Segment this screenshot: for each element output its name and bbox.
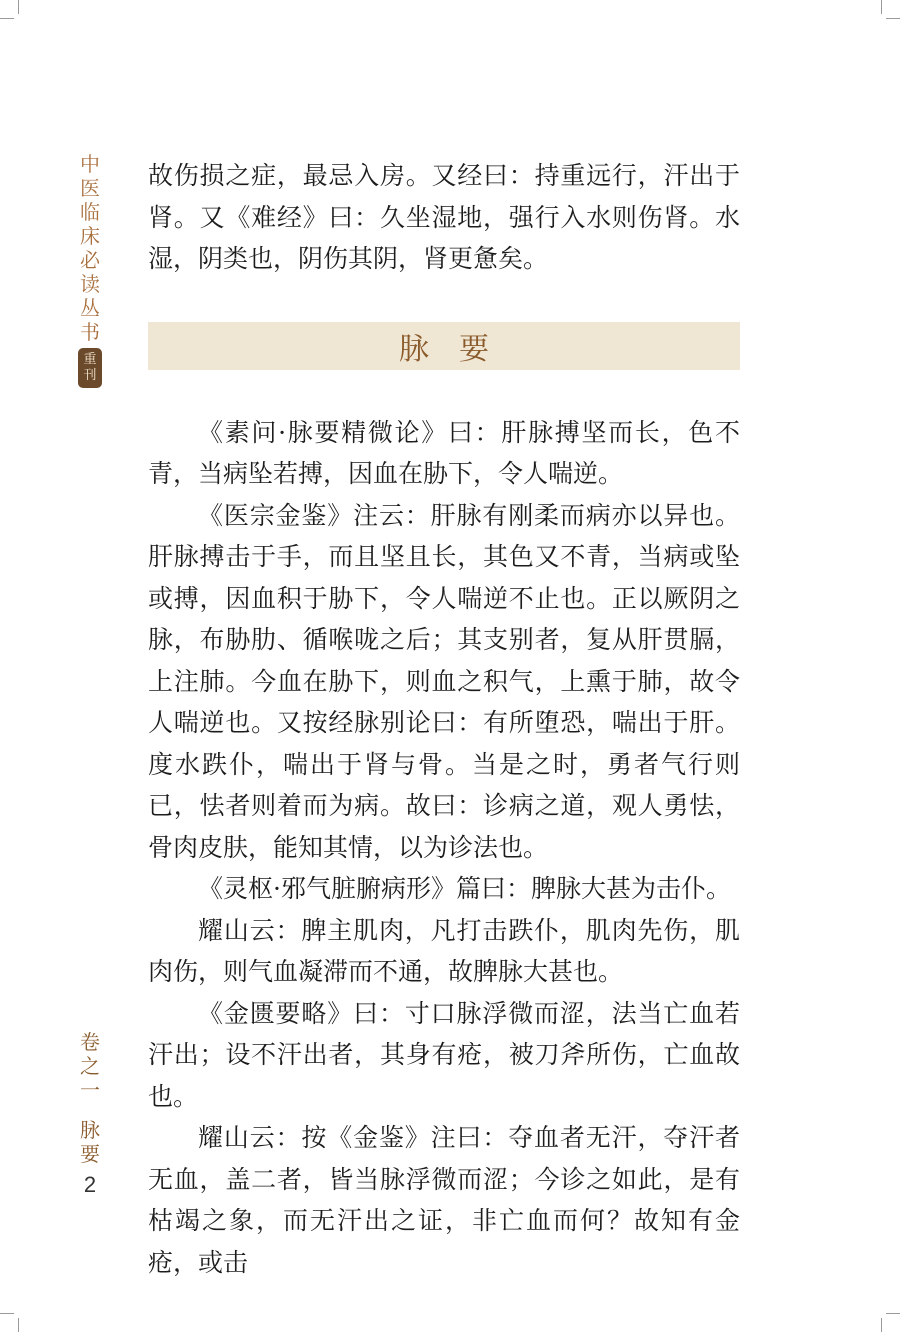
- crop-mark-top-right-h: [886, 18, 900, 19]
- crop-mark-top-left-h: [0, 18, 14, 19]
- series-title-vertical: [70, 152, 110, 388]
- crop-mark-top-right-v: [881, 0, 882, 14]
- paragraph: 《素问·脉要精微论》曰：肝脉搏坚而长，色不青，当病坠若搏，因血在胁下，令人喘逆。: [148, 417, 740, 488]
- series-char: 医: [80, 176, 100, 200]
- main-text-column: [148, 155, 740, 1283]
- series-char: 丛: [80, 296, 100, 320]
- paragraph: 《灵枢·邪气脏腑病形》篇曰：脾脉大甚为击仆。: [198, 874, 731, 903]
- section-char: 要: [80, 1142, 100, 1166]
- series-char: 读: [80, 272, 100, 296]
- crop-mark-bottom-right-h: [886, 1313, 900, 1314]
- volume-label-vertical: [70, 1030, 110, 1166]
- seal-char: 重: [83, 352, 97, 367]
- volume-char: 之: [80, 1054, 100, 1078]
- series-char: 中: [80, 152, 100, 176]
- paragraph: 耀山云：脾主肌肉，凡打击跌仆，肌肉先伤，肌肉伤，则气血凝滞而不通，故脾脉大甚也。: [148, 915, 740, 986]
- series-char: 必: [80, 248, 100, 272]
- reprint-seal: [78, 348, 102, 388]
- series-char: 床: [80, 224, 100, 248]
- paragraph: 《金匮要略》曰：寸口脉浮微而涩，法当亡血若汗出；设不汗出者，其身有疮，被刀斧所伤，亡血故也。: [148, 998, 740, 1111]
- seal-char: 刊: [83, 368, 97, 383]
- volume-char: 一: [80, 1078, 100, 1102]
- intro-paragraph: 故伤损之症，最忌入房。又经曰：持重远行，汗出于肾。又《难经》曰：久坐湿地，强行入水则伤肾。水湿，阴类也，阴伤其阴，肾更惫矣。: [148, 161, 740, 273]
- page-number: 2: [83, 1172, 97, 1197]
- series-char: 书: [80, 320, 100, 344]
- series-char: 临: [80, 200, 100, 224]
- section-heading-banner: [148, 322, 740, 370]
- crop-mark-bottom-left-h: [0, 1313, 14, 1314]
- section-char: 脉: [80, 1118, 100, 1142]
- crop-mark-top-left-v: [18, 0, 19, 14]
- paragraph: 耀山云：按《金鉴》注曰：夺血者无汗，夺汗者无血，盖二者，皆当脉浮微而涩；今诊之如此，是有枯竭之象，而无汗出之证，非亡血而何？故知有金疮，或击: [148, 1123, 740, 1277]
- crop-mark-bottom-right-v: [881, 1318, 882, 1332]
- section-heading: 脉要: [399, 331, 519, 367]
- crop-mark-bottom-left-v: [18, 1318, 19, 1332]
- paragraph: 《医宗金鉴》注云：肝脉有刚柔而病亦以异也。肝脉搏击于手，而且坚且长，其色又不青，当病或坠或搏，因血积于胁下，令人喘逆不止也。正以厥阴之脉，布胁肋、循喉咙之后；其支别者，复从肝贯膈，上注肺。今血在胁下，则血之积气，上熏于肺，故令人喘逆也。又按经脉别论曰：有所堕恐，喘出于肝。度水跌仆，喘出于肾与骨。当是之时，勇者气行则已，怯者则着而为病。故曰：诊病之道，观人勇怯，骨肉皮肤，能知其情，以为诊法也。: [148, 500, 740, 862]
- volume-char: 卷: [80, 1030, 100, 1054]
